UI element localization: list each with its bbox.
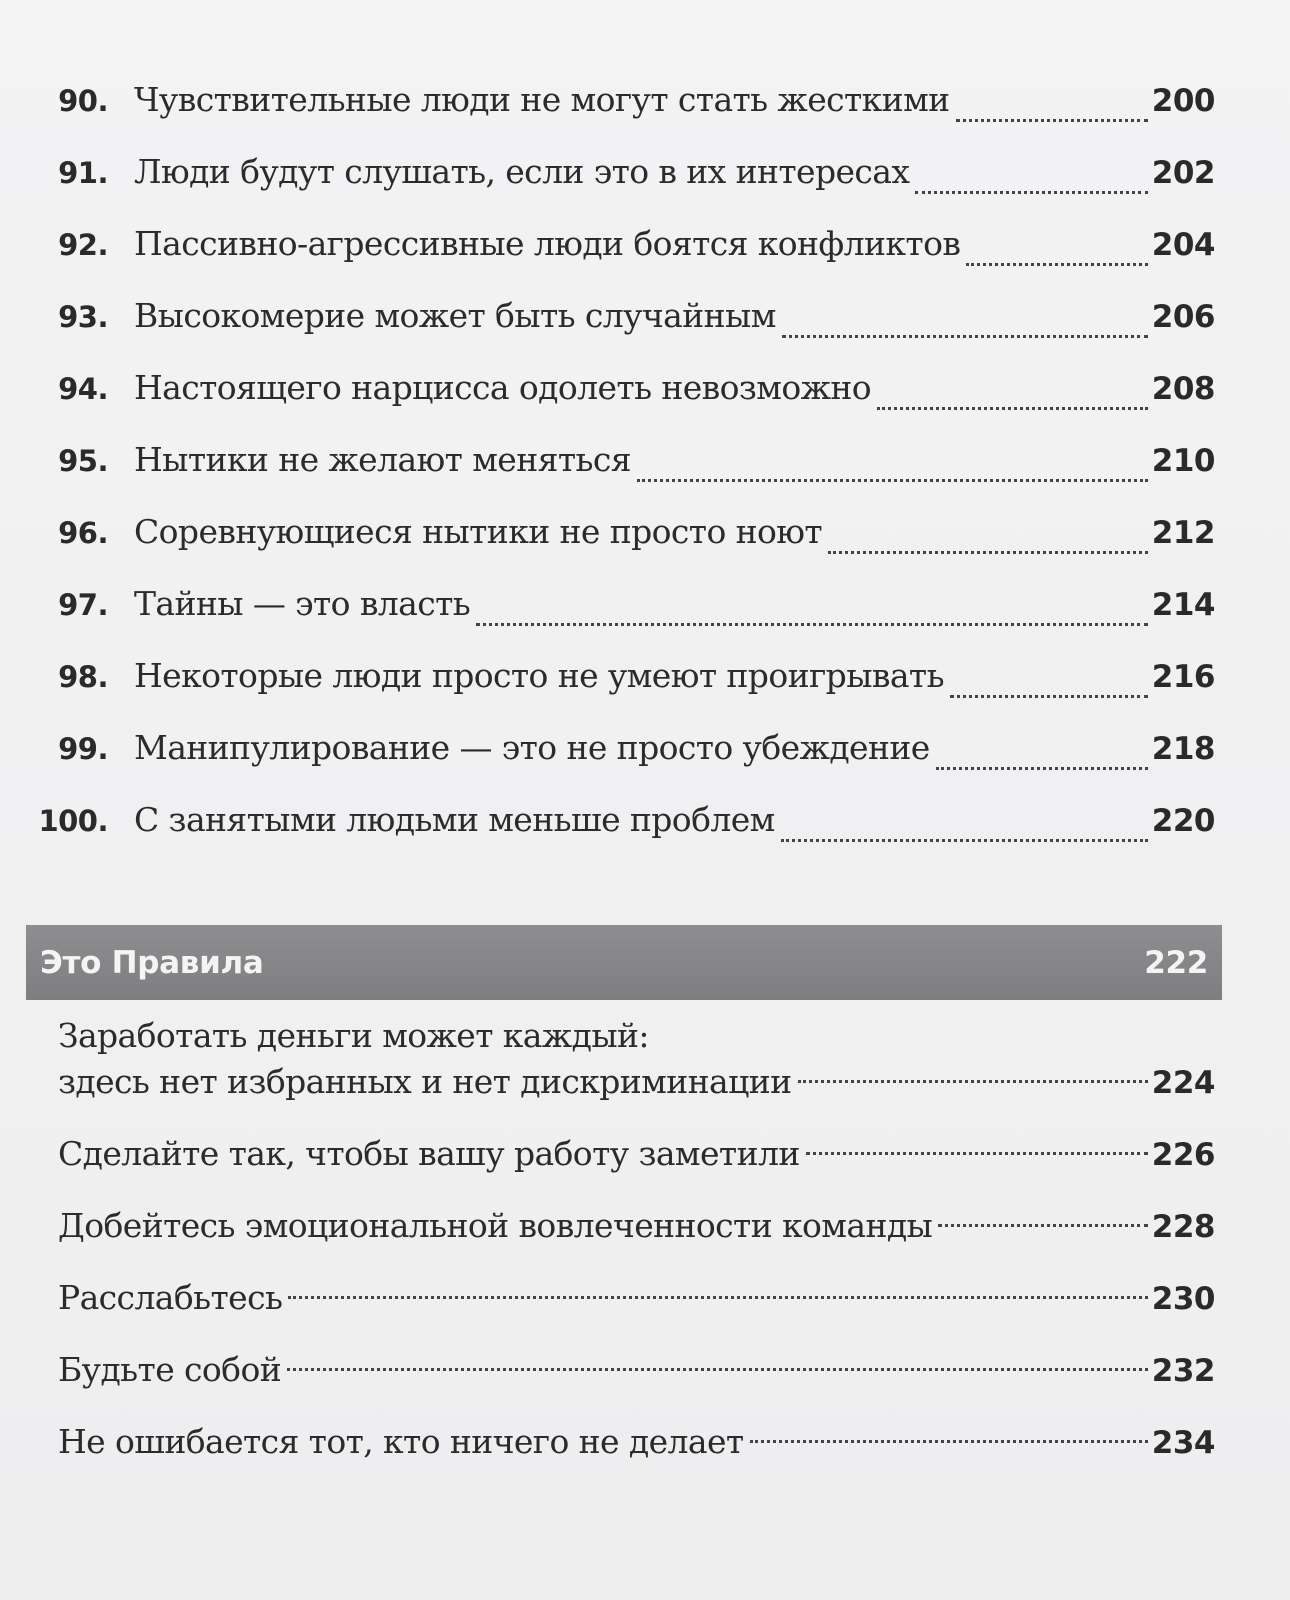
dot-leader <box>781 838 1148 842</box>
dot-leader <box>877 406 1148 410</box>
dot-leader <box>828 550 1148 554</box>
entry-page: 220 <box>1151 803 1215 839</box>
entry-page: 202 <box>1151 155 1215 191</box>
toc-entry-100 <box>30 800 1215 860</box>
entry-page: 210 <box>1151 443 1215 479</box>
rule-page: 228 <box>1151 1209 1215 1245</box>
entry-number: 97. <box>58 588 108 622</box>
entry-page: 212 <box>1151 515 1215 551</box>
rule-title: Добейтесь эмоциональной вовлеченности команды <box>58 1206 933 1245</box>
dot-leader <box>750 1439 1148 1443</box>
rule-page: 224 <box>1151 1065 1215 1101</box>
dot-leader <box>637 478 1148 482</box>
entry-title: Манипулирование — это не просто убеждение <box>134 728 930 767</box>
entry-page: 204 <box>1151 227 1215 263</box>
toc-entry-95 <box>30 440 1215 500</box>
entry-number: 96. <box>58 516 108 550</box>
entry-number: 92. <box>58 228 108 262</box>
rule-page: 234 <box>1151 1425 1215 1461</box>
entry-number: 99. <box>58 732 108 766</box>
toc-entry-90 <box>30 80 1215 140</box>
toc-entry-97 <box>30 584 1215 644</box>
entry-title: Нытики не желают меняться <box>134 440 631 479</box>
entry-title: Пассивно-агрессивные люди боятся конфликтов <box>134 224 961 263</box>
entry-number: 93. <box>58 300 108 334</box>
entry-page: 200 <box>1151 83 1215 119</box>
rule-title-line1: Заработать деньги может каждый: <box>58 1016 649 1055</box>
toc-entry-98 <box>30 656 1215 716</box>
entry-title: Люди будут слушать, если это в их интересах <box>134 152 910 191</box>
toc-rule <box>58 1422 1215 1461</box>
entry-page: 218 <box>1151 731 1215 767</box>
rule-title: здесь нет избранных и нет дискриминации <box>58 1062 792 1101</box>
dot-leader <box>782 334 1148 338</box>
entry-number: 91. <box>58 156 108 190</box>
dot-leader <box>287 1367 1148 1371</box>
toc-entry-93 <box>30 296 1215 356</box>
toc-entry-91 <box>30 152 1215 212</box>
entry-title: Соревнующиеся нытики не просто ноют <box>134 512 823 551</box>
dot-leader <box>806 1151 1148 1155</box>
dot-leader <box>915 190 1147 194</box>
dot-leader <box>798 1079 1148 1083</box>
entry-page: 208 <box>1151 371 1215 407</box>
entry-page: 214 <box>1151 587 1215 623</box>
rule-title: Расслабьтесь <box>58 1278 283 1317</box>
toc-rule <box>58 1278 1215 1317</box>
dot-leader <box>956 118 1148 122</box>
entry-title: Некоторые люди просто не умеют проигрывать <box>134 656 944 695</box>
entry-title: Высокомерие может быть случайным <box>134 296 776 335</box>
dot-leader <box>936 766 1148 770</box>
dot-leader <box>966 262 1147 266</box>
entry-number: 98. <box>58 660 108 694</box>
toc-entry-96 <box>30 512 1215 572</box>
dot-leader <box>476 622 1148 626</box>
entry-number: 94. <box>58 372 108 406</box>
entry-title: Чувствительные люди не могут стать жесткими <box>134 80 950 119</box>
section-title: Это Правила <box>40 944 264 981</box>
entry-page: 206 <box>1151 299 1215 335</box>
entry-page: 216 <box>1151 659 1215 695</box>
entry-number: 90. <box>58 84 108 118</box>
toc-rule <box>58 1350 1215 1389</box>
dot-leader <box>950 694 1148 698</box>
section-header <box>26 925 1222 1000</box>
entry-number: 95. <box>58 444 108 478</box>
rule-title: Будьте собой <box>58 1350 282 1389</box>
section-page: 222 <box>1144 944 1208 981</box>
entry-title: С занятыми людьми меньше проблем <box>134 800 775 839</box>
rule-title: Не ошибается тот, кто ничего не делает <box>58 1422 744 1461</box>
rule-page: 232 <box>1151 1353 1215 1389</box>
dot-leader <box>288 1295 1147 1299</box>
toc-entry-94 <box>30 368 1215 428</box>
entry-number: 100. <box>38 804 108 838</box>
entry-title: Тайны — это власть <box>134 584 471 623</box>
rule-page: 230 <box>1151 1281 1215 1317</box>
rule-title: Сделайте так, чтобы вашу работу заметили <box>58 1134 800 1173</box>
rule-page: 226 <box>1151 1137 1215 1173</box>
toc-rule <box>58 1206 1215 1245</box>
entry-title: Настоящего нарцисса одолеть невозможно <box>134 368 872 407</box>
toc-rule <box>58 1134 1215 1173</box>
dot-leader <box>938 1223 1148 1227</box>
toc-entry-99 <box>30 728 1215 788</box>
toc-entry-92 <box>30 224 1215 284</box>
toc-rule <box>58 1062 1215 1101</box>
